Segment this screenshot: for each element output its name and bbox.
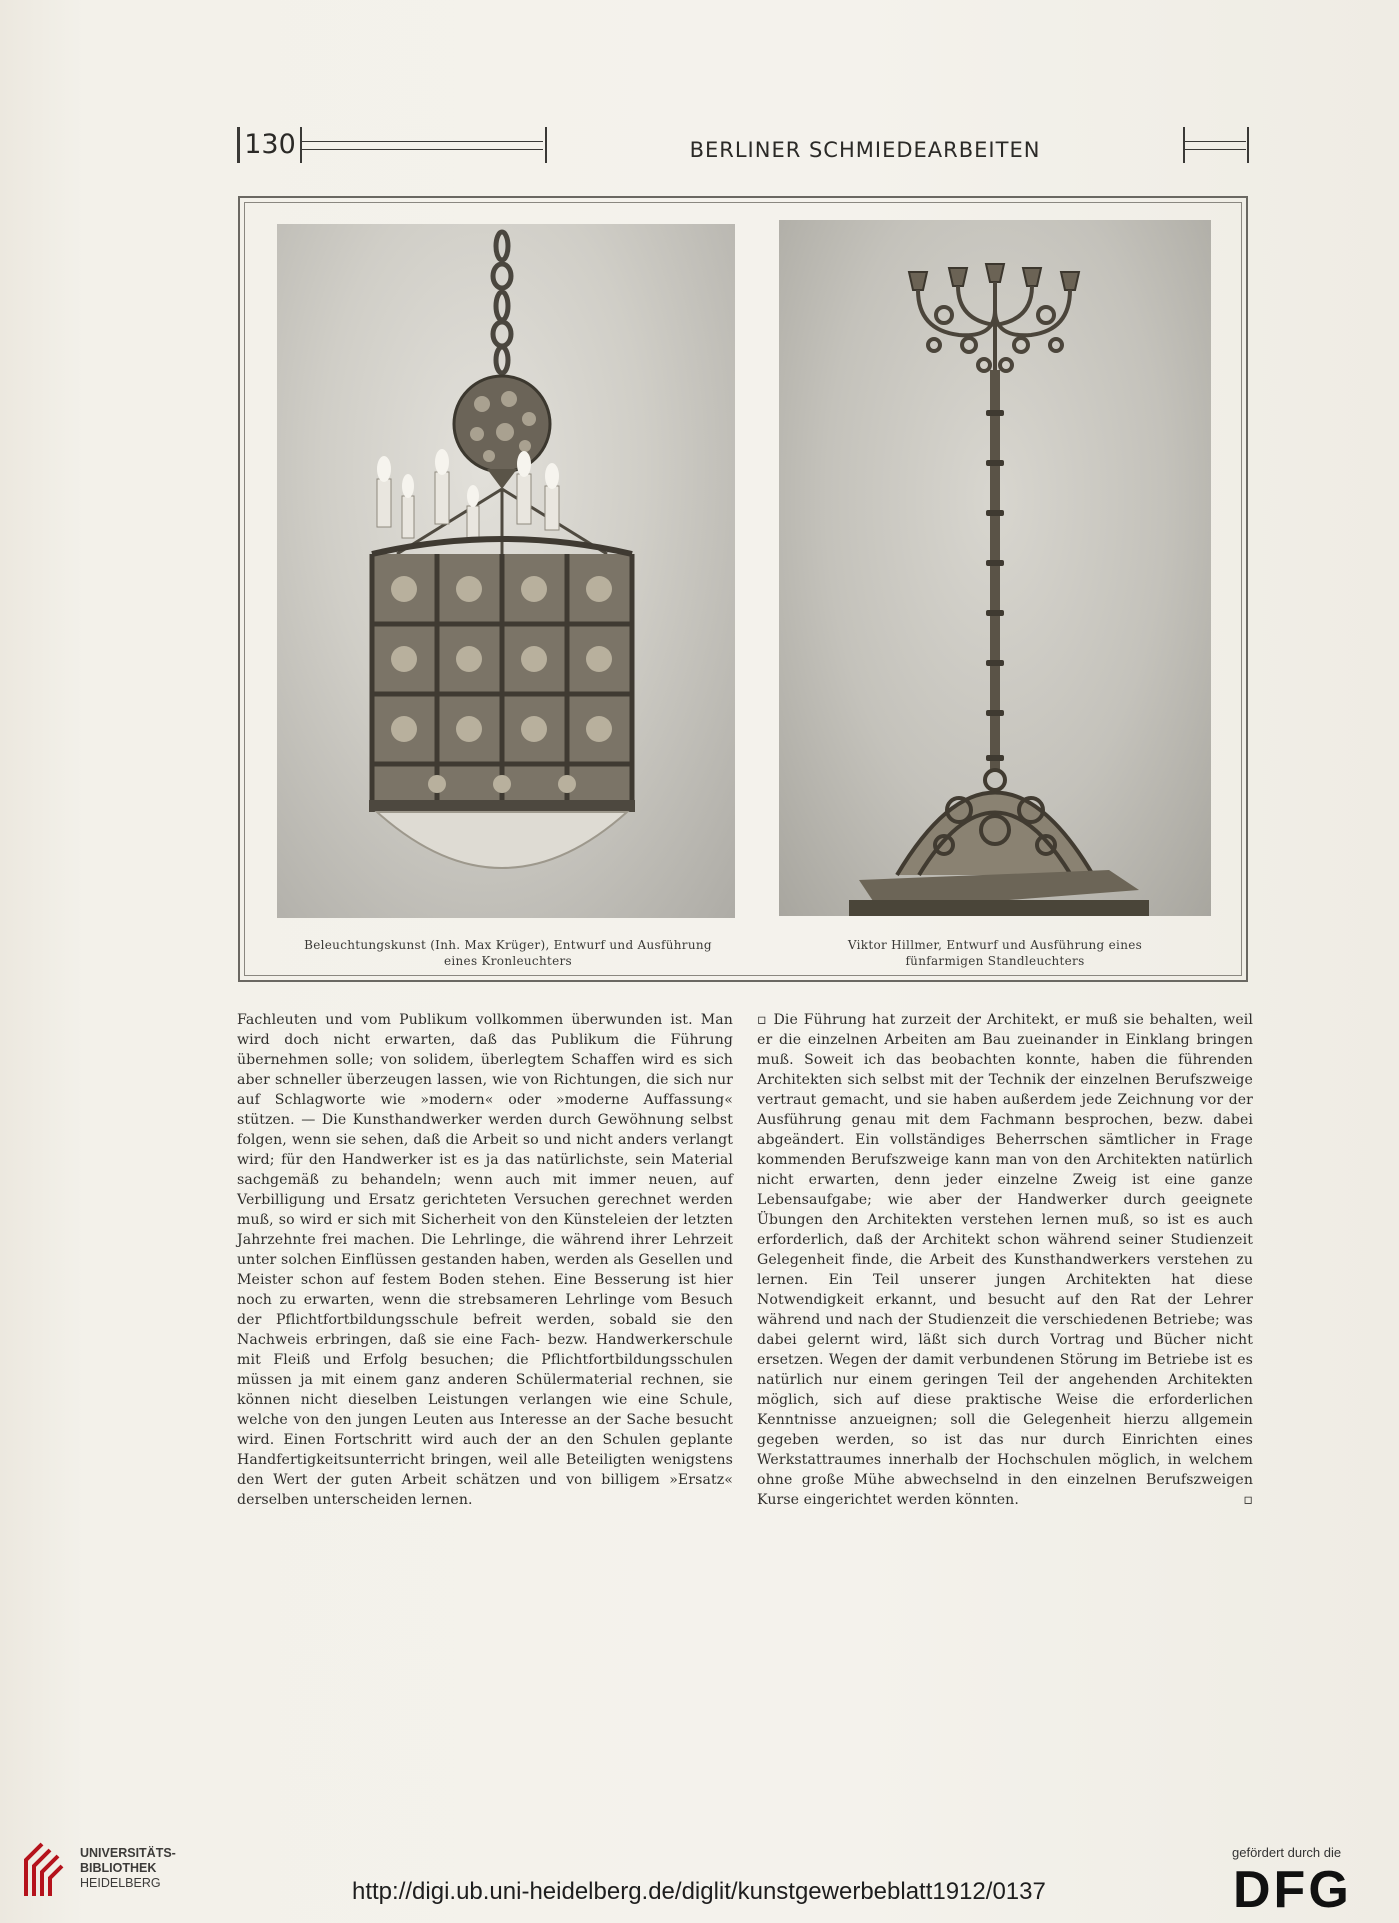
- library-name-line2: BIBLIOTHEK: [80, 1861, 157, 1875]
- running-title: BERLINER SCHMIEDEARBEITEN: [545, 127, 1185, 163]
- digitization-url-link[interactable]: http://digi.ub.uni-heidelberg.de/diglit/kunstgewerbeblatt1912/0137: [352, 1878, 1046, 1905]
- library-name-line3: HEIDELBERG: [80, 1876, 161, 1890]
- candelabra-photo: [779, 220, 1211, 916]
- header-rule-left: [301, 141, 543, 150]
- page-number: 130: [237, 127, 302, 163]
- body-column-left: [237, 1010, 733, 1510]
- body-paragraph-left: Fachleuten und vom Publikum vollkommen überwunden ist. Man wird doch nicht erwarten, daß das Publikum die Führung übernehmen solle; von solidem, überlegtem Schaffen wird es sich aber schneller überzeugen lassen, wie von Richtungen, die sich nur auf Schlagworte wie »modern« oder »moderne Auffassung« stützen. — Die Kunsthandwerker werden durch Gewöhnung selbst folgen, wenn sie sehen, daß die Arbeit so und nicht anders verlangt wird; für den Handwerker ist es ja das natürlichste, sein Material sachgemäß zu behandeln; wenn auch mit immer neuen, auf Verbilligung und Ersatz gerichteten Versuchen gerechnet werden muß, so wird er sich mit Sicherheit von den Künsteleien der letzten Jahrzehnte frei machen. Die Lehrlinge, die während ihrer Lehrzeit unter solchen Einflüssen gestanden haben, werden als Gesellen und Meister schon auf festem Boden stehen. Eine Besserung ist hier noch zu erwarten, wenn die strebsameren Lehrlinge vom Besuch der Pflichtfortbildungsschule befreit werden, sobald sie den Nachweis erbringen, daß sie eine Fach- bezw. Handwerkerschule mit Fleiß und Erfolg besuchen; die Pflichtfortbildungsschulen müssen ja mit einem ganz anderen Schülermaterial rechnen, sie können nicht dieselben Leistungen verlangen wie eine Schule, welche von den jungen Leuten aus Interesse an der Sache besucht wird. Einen Fortschritt wird auch der an den Schulen geplante Handfertigkeitsunterricht bringen, weil alle Beteiligten wenigstens den Wert der guten Arbeit schätzen und von billigem »Ersatz« derselben unterscheiden lernen.: [237, 1012, 733, 1508]
- header-rule-right: [1184, 141, 1246, 150]
- body-paragraph-right: [757, 1010, 1253, 1510]
- caption-right-line1: Viktor Hillmer, Entwurf und Ausführung eines: [847, 938, 1143, 952]
- body-column-right: [757, 1010, 1253, 1510]
- chandelier-illustration: [277, 224, 735, 918]
- figure-caption-right: [790, 937, 1200, 969]
- chandelier-photo: [277, 224, 735, 918]
- running-header: [237, 127, 1249, 165]
- figure-caption-left: [270, 937, 746, 969]
- library-name: [80, 1846, 176, 1891]
- header-end-bar: [1247, 127, 1249, 163]
- sponsor-text: gefördert durch die: [1232, 1845, 1342, 1860]
- body-paragraph-right-text: ▫ Die Führung hat zurzeit der Architekt, er muß sie behalten, weil er die einzelnen Arbeiten am Bau zueinander in Einklang bringen muß. Soweit ich das beobachten konnte, haben die führenden Architekten sich selbst mit der Technik der einzelnen Berufszweige vertraut gemacht, und sie haben außerdem jede Zeichnung vor der Ausführung genau mit dem Fachmann besprochen, bezw. dabei abgeändert. Ein vollständiges Beherrschen sämtlicher in Frage kommenden Berufszweige kann man von den Architekten natürlich nicht erwarten, denn jeder einzelne Zweig ist eine ganze Lebensaufgabe; wie aber der Handwerker durch geeignete Übungen den Architekten verstehen lernen muß, so ist es auch erforderlich, daß der Architekt schon während seiner Studienzeit Gelegenheit finde, die Arbeit des Kunsthandwerkers verstehen zu lernen. Ein Teil unserer jungen Architekten hat diese Notwendigkeit erkannt, und besucht auf den Rat der Lehrer während und nach der Studienzeit die verschiedenen Betriebe; was dabei gelernt wird, läßt sich durch Vortrag und Bücher nicht ersetzen. Wegen der damit verbundenen Störung im Betriebe ist es natürlich nur einem geringen Teil der angehenden Architekten möglich, sich auf diese praktische Weise die erforderlichen Kenntnisse anzueignen; soll die Gelegenheit hierzu allgemein gegeben werden, so ist das nur durch Einrichten eines Werkstattraumes innerhalb der Hochschulen möglich, in welchem ohne große Mühe abwechselnd in den einzelnen Berufszweigen Kurse eingerichtet werden könnten.: [757, 1012, 1253, 1508]
- library-logo-icon: [22, 1836, 66, 1900]
- dfg-logo: DFG: [1233, 1861, 1352, 1919]
- caption-right-line2: fünfarmigen Standleuchters: [905, 954, 1085, 968]
- caption-left-line1: Beleuchtungskunst (Inh. Max Krüger), Entwurf und Ausführung: [304, 938, 712, 952]
- caption-left-line2: eines Kronleuchters: [443, 954, 573, 968]
- candelabra-illustration: [779, 220, 1211, 916]
- section-end-mark: ▫: [1243, 1492, 1253, 1508]
- library-name-line1: UNIVERSITÄTS-: [80, 1846, 176, 1860]
